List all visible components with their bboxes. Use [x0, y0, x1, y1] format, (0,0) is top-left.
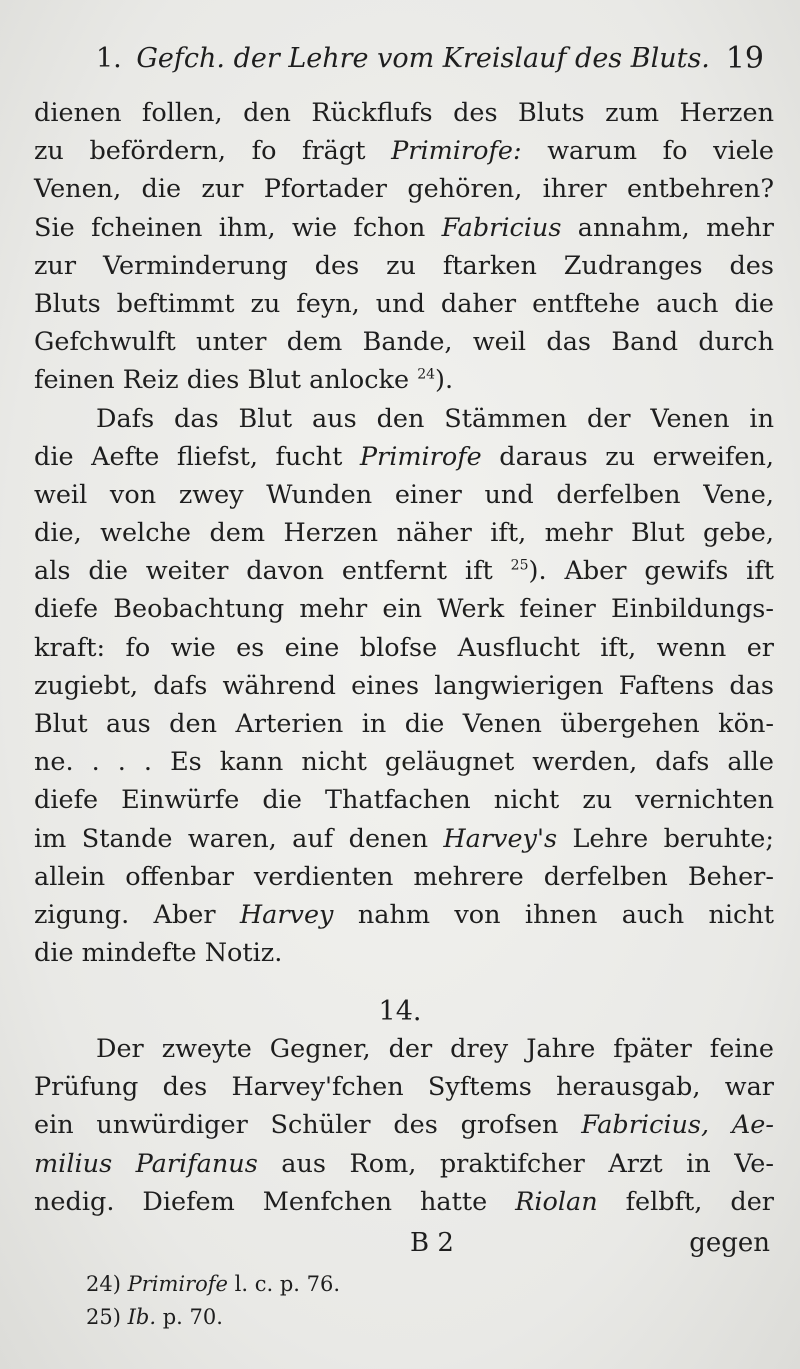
text-run: nahm von ihnen auch nicht	[333, 899, 775, 930]
text-run: nedig. Diefem Menfchen hatte	[34, 1186, 516, 1217]
section-number: 14.	[378, 996, 422, 1027]
text-run: Lehre beruhte;	[557, 823, 774, 854]
italic-name: Primirofe	[359, 441, 482, 472]
footnote-number: 25)	[86, 1305, 128, 1329]
italic-name: Harvey	[239, 899, 334, 930]
body-text-block-2	[34, 1030, 774, 1221]
text-line	[34, 94, 774, 132]
text-line	[34, 629, 774, 667]
text-run: die mindefte Notiz.	[34, 938, 283, 969]
text-run: ).	[435, 365, 454, 396]
text-run: daraus zu erweifen,	[481, 441, 774, 472]
text-line	[34, 705, 774, 743]
footnote-number: 24)	[86, 1272, 128, 1296]
text-run: ne. . . . Es kann nicht geläugnet werden, dafs alle	[34, 747, 774, 778]
text-run: Blut aus den Arterien in die Venen übergehen kön-	[34, 709, 774, 739]
footnote-reference-text: l. c. p. 76.	[228, 1272, 341, 1296]
text-run: allein offenbar verdienten mehrere derfelben Beher-	[34, 861, 774, 892]
italic-name: Riolan	[515, 1186, 598, 1217]
text-line	[34, 934, 774, 972]
text-line	[34, 132, 774, 170]
text-line	[34, 667, 774, 705]
text-run: als die weiter davon entfernt ift	[34, 556, 511, 587]
italic-name: Harvey's	[443, 823, 558, 854]
text-run: Der zweyte Gegner, der drey Jahre fpäter feine	[96, 1034, 774, 1064]
italic-name: Fabricius	[441, 212, 562, 243]
footnote-reference: 24	[417, 366, 436, 383]
text-line	[34, 820, 774, 858]
page-number: 19	[725, 41, 764, 76]
text-run: annahm, mehr	[561, 212, 774, 243]
footnote	[86, 1301, 486, 1334]
text-line	[34, 476, 774, 514]
text-run: dienen follen, den Rückflufs des Bluts zum Herzen	[34, 98, 774, 128]
running-header	[96, 36, 776, 82]
text-line	[34, 323, 774, 361]
footnote-source: Primirofe	[127, 1272, 228, 1296]
text-run: Sie fcheinen ihm, wie fchon	[34, 212, 442, 243]
text-run: weil von zwey Wunden einer und derfelben Vene,	[34, 479, 774, 510]
text-run: Prüfung des Harvey'fchen Syftems herausgab, war	[34, 1072, 774, 1103]
text-line	[34, 743, 774, 781]
signature-line	[400, 1224, 770, 1262]
text-line	[34, 590, 774, 628]
text-run: ). Aber gewifs ift	[528, 556, 775, 587]
text-run: zu befördern, fo frägt	[34, 136, 392, 167]
text-run: die, welche dem Herzen näher ift, mehr Blut gebe,	[34, 518, 774, 549]
text-line	[34, 1145, 774, 1183]
text-line	[34, 361, 774, 399]
italic-name: Fabricius, Ae-	[581, 1110, 774, 1141]
header-section-number: 1.	[96, 43, 122, 74]
text-run: ein unwürdiger Schüler des grofsen	[34, 1110, 582, 1141]
text-line	[34, 1068, 774, 1106]
text-line	[34, 1106, 774, 1144]
text-run: diefe Beobachtung mehr ein Werk feiner Einbildungs-	[34, 594, 774, 625]
text-run: warum fo viele	[521, 136, 774, 167]
text-run: zur Verminderung des zu ftarken Zudranges des	[34, 250, 774, 281]
footnotes	[86, 1268, 486, 1334]
text-run: zugiebt, dafs während eines langwierigen Faftens das	[34, 670, 774, 701]
text-line	[34, 438, 774, 476]
footnote-reference-text: p. 70.	[156, 1305, 223, 1329]
footnote-source: Ib.	[127, 1305, 157, 1329]
text-run: Dafs das Blut aus den Stämmen der Venen in	[96, 403, 774, 434]
text-line	[34, 1030, 774, 1068]
text-run: die Aefte fliefst, fucht	[34, 441, 360, 472]
text-run: aus Rom, praktifcher Arzt in Ve-	[257, 1148, 774, 1179]
text-run: Gefchwulft unter dem Bande, weil das Band durch	[34, 327, 774, 358]
text-line	[34, 552, 774, 590]
text-line	[34, 247, 774, 285]
text-line	[34, 285, 774, 323]
text-line	[34, 170, 774, 208]
footnote	[86, 1268, 486, 1301]
text-run: Venen, die zur Pfortader gehören, ihrer entbehren?	[34, 174, 774, 205]
text-line	[34, 781, 774, 819]
text-line	[34, 858, 774, 896]
text-line	[34, 400, 774, 438]
text-run: feinen Reiz dies Blut anlocke	[34, 365, 418, 396]
text-run: felbft, der	[597, 1186, 774, 1217]
printer-signature: B 2	[410, 1228, 454, 1258]
header-title: Gefch. der Lehre vom Kreislauf des Bluts.	[136, 43, 710, 74]
catchword: gegen	[689, 1228, 770, 1258]
text-run: diefe Einwürfe die Thatfachen nicht zu vernichten	[34, 785, 774, 816]
text-line	[34, 514, 774, 552]
italic-name: Primirofe:	[391, 136, 522, 167]
body-text-block-1	[34, 94, 774, 972]
text-run: im Stande waren, auf denen	[34, 823, 444, 854]
text-line	[34, 896, 774, 934]
text-run: Bluts beftimmt zu feyn, und daher entftehe auch die	[34, 288, 774, 319]
italic-name: milius Parifanus	[34, 1148, 258, 1179]
text-run: kraft: fo wie es eine blofse Ausflucht ift, wenn er	[34, 632, 774, 663]
footnote-reference: 25	[510, 557, 529, 574]
text-line	[34, 209, 774, 247]
text-line	[34, 1183, 774, 1221]
text-run: zigung. Aber	[34, 899, 240, 930]
